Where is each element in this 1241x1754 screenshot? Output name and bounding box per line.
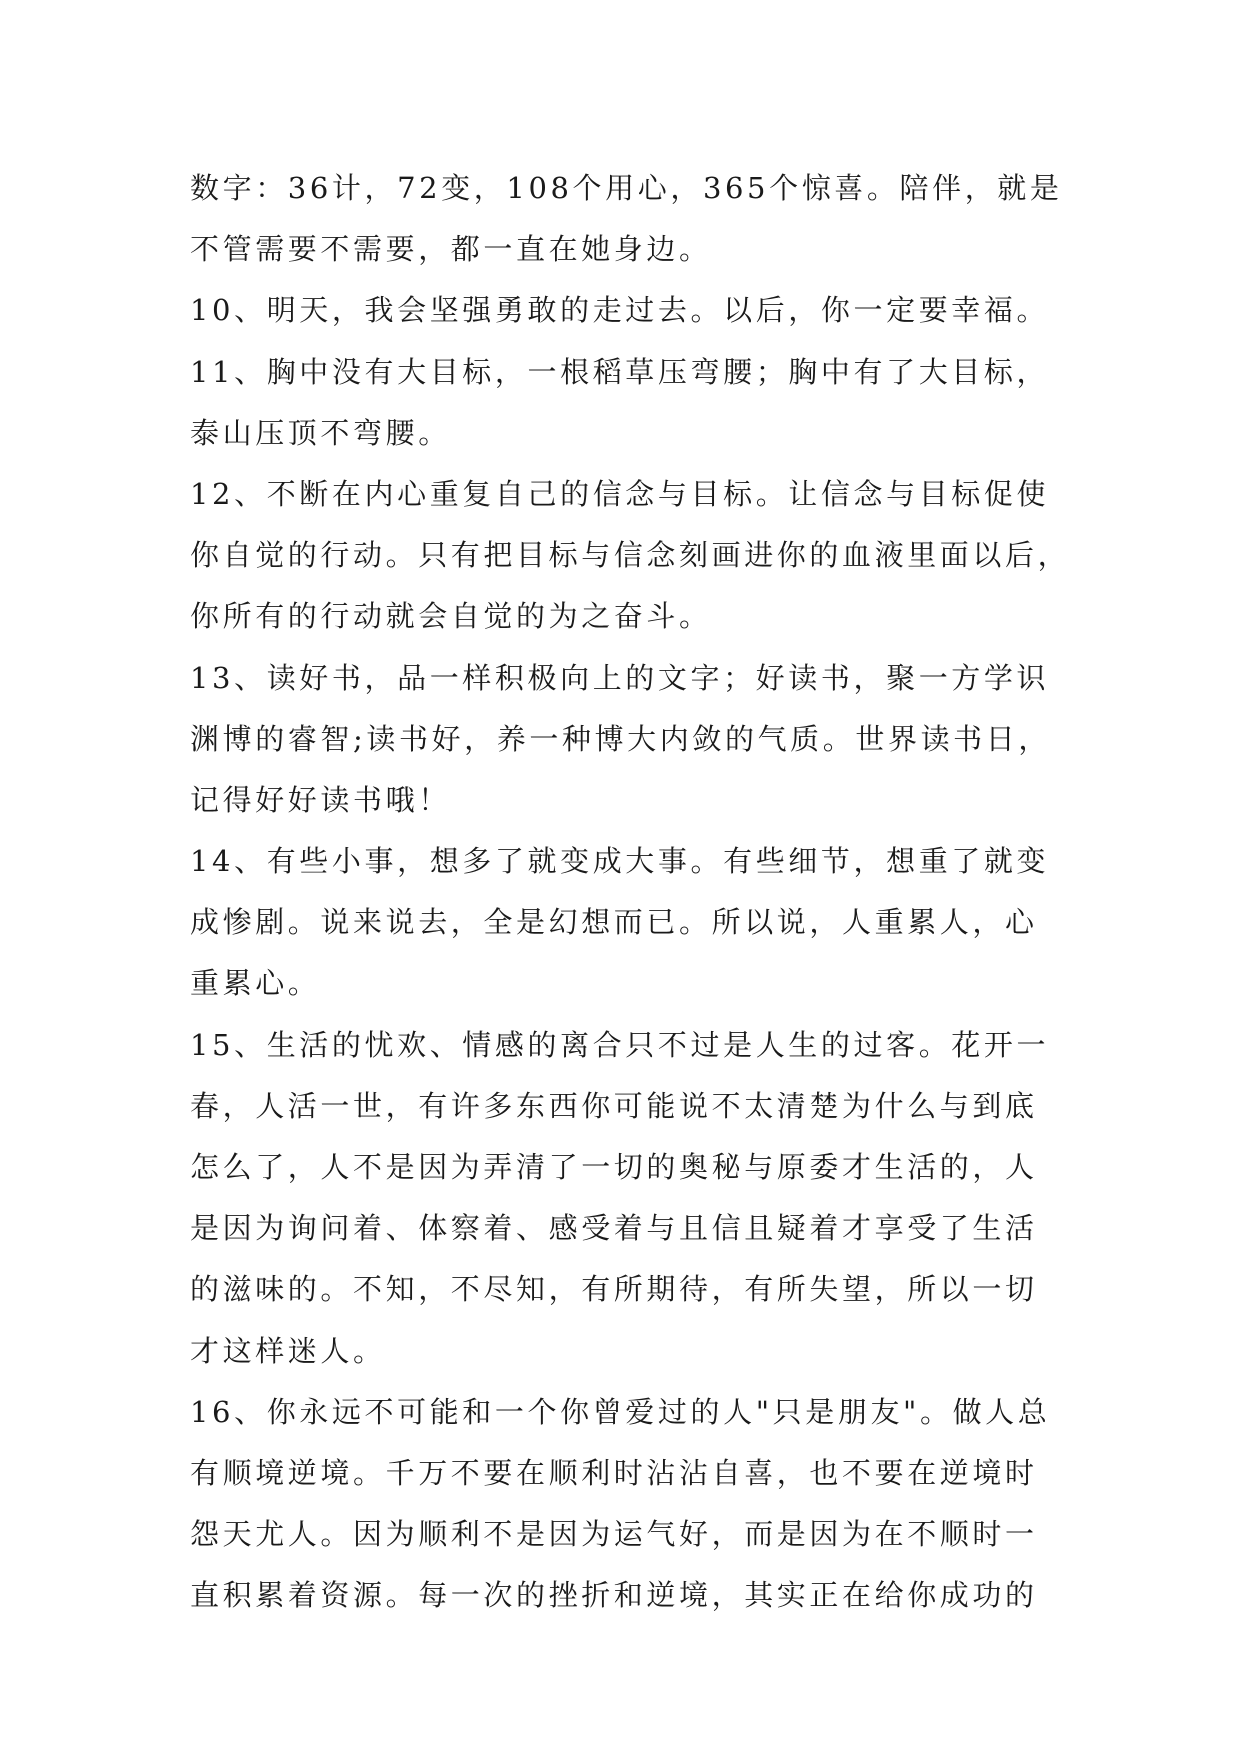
text-line: 渊博的睿智;读书好，养一种博大内敛的气质。世界读书日， [190,721,1051,756]
text-line: 11、胸中没有大目标，一根稻草压弯腰；胸中有了大目标， [190,354,1050,389]
text-line: 成惨剧。说来说去，全是幻想而已。所以说，人重累人，心 [190,905,1038,940]
text-line: 13、读好书，品一样积极向上的文字；好读书，聚一方学识 [190,660,1050,695]
text-line: 你自觉的行动。只有把目标与信念刻画进你的血液里面以后， [190,538,1071,573]
text-line: 不管需要不需要，都一直在她身边。 [190,232,712,267]
text-line: 10、明天，我会坚强勇敢的走过去。以后，你一定要幸福。 [190,293,1050,328]
text-line: 直积累着资源。每一次的挫折和逆境，其实正在给你成功的 [190,1578,1038,1613]
text-line: 记得好好读书哦！ [190,782,451,817]
text-line: 12、不断在内心重复自己的信念与目标。让信念与目标促使 [190,476,1050,511]
text-line: 你所有的行动就会自觉的为之奋斗。 [190,599,712,634]
text-line: 重累心。 [190,966,321,1001]
text-line: 数字：36计，72变，108个用心，365个惊喜。陪伴，就是 [190,171,1063,205]
text-line: 有顺境逆境。千万不要在顺利时沾沾自喜，也不要在逆境时 [190,1455,1038,1490]
text-line: 14、有些小事，想多了就变成大事。有些细节，想重了就变 [190,844,1050,879]
text-line: 是因为询问着、体察着、感受着与且信且疑着才享受了生活 [190,1211,1038,1246]
text-line: 泰山压顶不弯腰。 [190,415,451,450]
text-line: 怎么了，人不是因为弄清了一切的奥秘与原委才生活的，人 [190,1150,1038,1184]
text-line: 才这样迷人。 [190,1333,386,1368]
document-body [190,158,1070,1627]
text-line: 怨天尤人。因为顺利不是因为运气好，而是因为在不顺时一 [190,1517,1038,1552]
text-line: 的滋味的。不知，不尽知，有所期待，有所失望，所以一切 [190,1272,1038,1307]
text-line: 春，人活一世，有许多东西你可能说不太清楚为什么与到底 [190,1088,1038,1123]
text-line: 16、你永远不可能和一个你曾爱过的人"只是朋友"。做人总 [190,1394,1051,1429]
text-line: 15、生活的忧欢、情感的离合只不过是人生的过客。花开一 [190,1027,1050,1062]
